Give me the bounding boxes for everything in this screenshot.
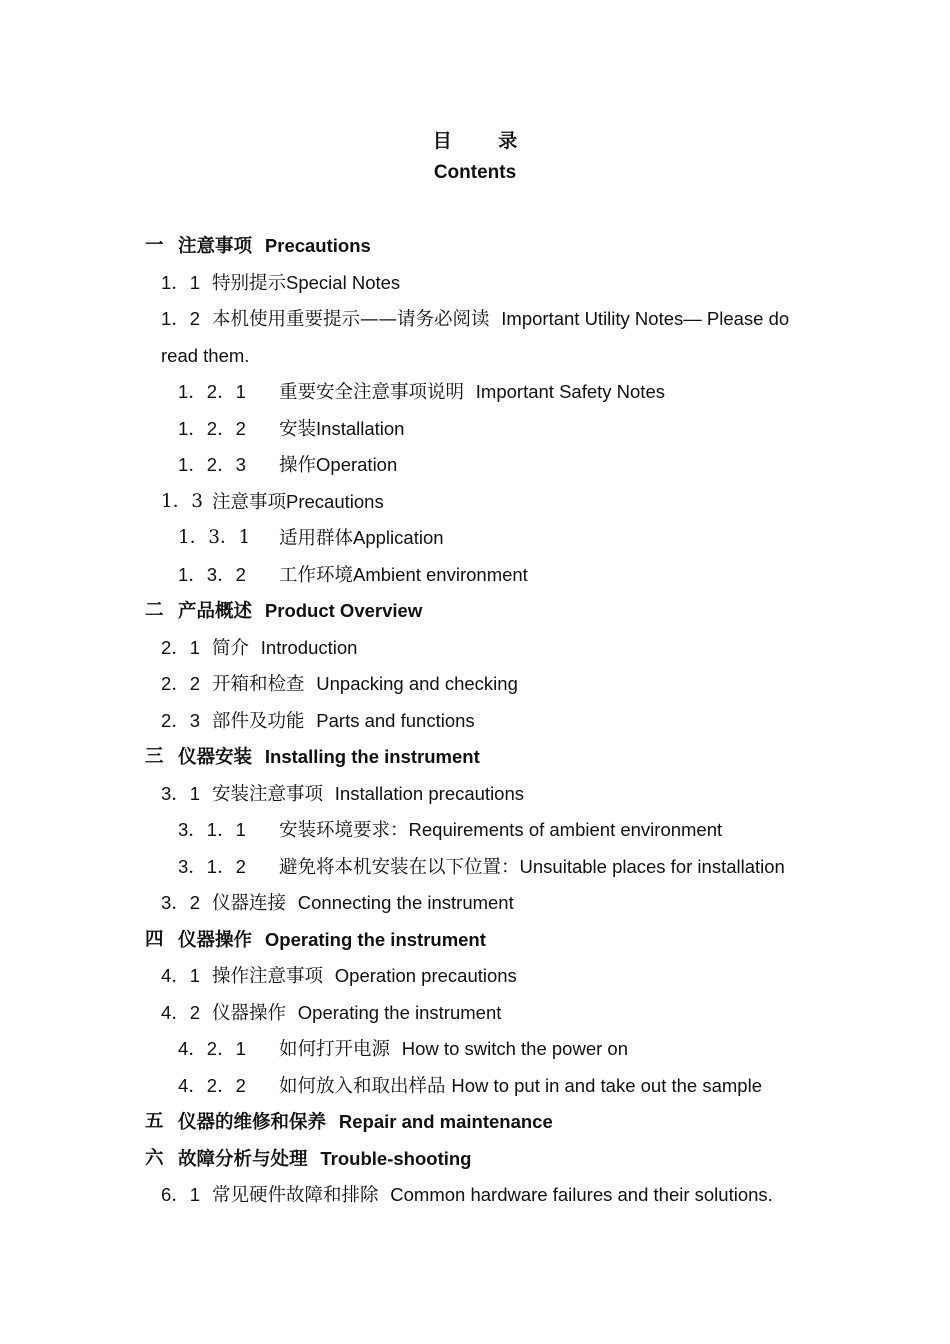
toc-title-en: Application <box>353 527 444 548</box>
toc-section-4-1 <box>0 958 950 995</box>
toc-title-zh: 安装Installation <box>279 411 404 449</box>
toc-section-2-1 <box>0 630 950 667</box>
toc-section-1-2 <box>0 301 950 338</box>
toc-title-zh: 仪器操作 Operating the instrument <box>178 922 486 960</box>
toc-number: 1．3．2 <box>178 563 246 585</box>
toc-number: 4．2 <box>161 1001 201 1023</box>
toc-chapter-1 <box>0 228 950 265</box>
toc-title-zh: 仪器连接 Connecting the instrument <box>212 885 514 923</box>
page-title-zh: 目 录 <box>432 130 538 152</box>
toc-number: 五 <box>145 1111 164 1132</box>
toc-title-en: Installation precautions <box>334 782 525 804</box>
toc-section-1-1 <box>0 265 950 302</box>
toc-subsection-3-1-1 <box>0 812 950 849</box>
toc-section-1-3 <box>0 484 950 521</box>
toc-title-en: Operation precautions <box>334 965 517 986</box>
toc-section-3-1 <box>0 776 950 813</box>
toc-number: 1．2．2 <box>178 417 246 439</box>
toc-title-en: Important Safety Notes <box>475 381 665 402</box>
toc-number: 二 <box>145 600 164 621</box>
toc-number: 4．1 <box>161 965 201 986</box>
toc-number: 4．2．1 <box>178 1038 246 1059</box>
toc-number: 1．1 <box>161 271 201 293</box>
toc-subsection-1-2-1 <box>0 374 950 411</box>
toc-title-zh: 适用群体Application <box>279 520 444 558</box>
toc-title-zh: 部件及功能 Parts and functions <box>212 703 475 741</box>
toc-section-3-2 <box>0 885 950 922</box>
toc-number: 3．1 <box>161 782 201 804</box>
toc-title-en: Ambient environment <box>353 563 528 585</box>
toc-title-en: How to put in and take out the sample <box>451 1074 762 1096</box>
toc-number: 1．2 <box>161 308 201 329</box>
toc-title-en: Installing the instrument <box>264 746 480 767</box>
toc-title-zh: 产品概述 Product Overview <box>178 593 422 631</box>
toc-title-zh: 操作Operation <box>279 447 397 485</box>
toc-number: 四 <box>145 928 164 950</box>
toc-chapter-3 <box>0 739 950 776</box>
toc-number: 3．1．2 <box>178 855 246 877</box>
toc-title-en: Parts and functions <box>316 709 475 731</box>
toc-title-en: Trouble-shooting <box>320 1147 472 1169</box>
toc-title-zh: 常见硬件故障和排除 Common hardware failures and their solutions. <box>212 1177 773 1215</box>
toc-title-zh: 仪器的维修和保养 Repair and maintenance <box>178 1104 553 1142</box>
toc-chapter-2 <box>0 593 950 630</box>
toc-title-en: Unpacking and checking <box>316 673 518 694</box>
toc-number: 3．2 <box>161 892 201 913</box>
toc-subsection-1-2-2 <box>0 411 950 448</box>
toc-title-zh: 避免将本机安装在以下位置：Unsuitable places for installation <box>279 849 785 887</box>
toc-title-en: How to switch the power on <box>401 1038 628 1059</box>
toc-title-en: Operation <box>316 454 398 475</box>
toc-title-en: Product Overview <box>264 600 423 621</box>
toc-title-zh: 注意事项Precautions <box>212 484 384 522</box>
toc-title-en: Operating the instrument <box>297 1001 502 1023</box>
toc-number: 1．3．1 <box>178 527 251 548</box>
toc-number: 2．1 <box>161 636 201 658</box>
toc-number: 2．2 <box>161 673 201 694</box>
toc-title-zh: 安装环境要求：Requirements of ambient environment <box>279 812 722 850</box>
toc-title-zh: 操作注意事项 Operation precautions <box>212 958 517 996</box>
toc-title-zh: 开箱和检查 Unpacking and checking <box>212 666 518 704</box>
table-of-contents <box>0 228 950 1214</box>
toc-title-en: Installation <box>316 417 405 439</box>
toc-title-en: Introduction <box>260 636 358 658</box>
toc-title-zh: 重要安全注意事项说明 Important Safety Notes <box>279 374 665 412</box>
toc-subsection-3-1-2 <box>0 849 950 886</box>
toc-number: 3．1．1 <box>178 819 246 840</box>
toc-subsection-1-2-3 <box>0 447 950 484</box>
toc-number: 2．3 <box>161 709 201 731</box>
toc-chapter-5 <box>0 1104 950 1141</box>
toc-title-zh: 如何放入和取出样品 How to put in and take out the sample <box>279 1068 762 1106</box>
toc-section-2-2 <box>0 666 950 703</box>
toc-title-en: Special Notes <box>286 271 401 293</box>
toc-title-en: Precautions <box>286 490 384 512</box>
toc-number: 三 <box>145 746 164 767</box>
toc-title-zh: 安装注意事项 Installation precautions <box>212 776 524 814</box>
toc-subsection-4-2-2 <box>0 1068 950 1105</box>
toc-number: 一 <box>145 235 164 256</box>
toc-title-zh: 仪器安装 Installing the instrument <box>178 739 480 777</box>
toc-title-zh: 如何打开电源 How to switch the power on <box>279 1031 628 1069</box>
toc-title-zh: 简介 Introduction <box>212 630 357 668</box>
toc-title-zh: 本机使用重要提示——请务必阅读 Important Utility Notes— Please do <box>212 301 789 339</box>
toc-number: 1．2．1 <box>178 381 246 402</box>
page-title-en: Contents <box>433 162 517 183</box>
toc-continuation <box>0 338 950 375</box>
toc-number: 1．3 <box>161 490 204 512</box>
toc-title-en: Precautions <box>264 235 371 256</box>
toc-title-en: Requirements of ambient environment <box>408 819 723 840</box>
toc-title-en: Important Utility Notes— Please do <box>501 308 790 329</box>
toc-section-6-1 <box>0 1177 950 1214</box>
toc-number: 1．2．3 <box>178 454 246 475</box>
toc-title-zh: 特别提示Special Notes <box>212 265 400 303</box>
toc-title-en-continued: read them. <box>161 344 250 366</box>
toc-section-4-2 <box>0 995 950 1032</box>
toc-chapter-6 <box>0 1141 950 1178</box>
toc-title-en: Unsuitable places for installation <box>519 855 785 877</box>
toc-title-en: Operating the instrument <box>264 928 486 950</box>
toc-number: 6．1 <box>161 1184 201 1205</box>
toc-chapter-4 <box>0 922 950 959</box>
toc-title-en: Repair and maintenance <box>338 1111 553 1132</box>
toc-number: 六 <box>145 1147 164 1169</box>
toc-title-zh: 工作环境Ambient environment <box>279 557 528 595</box>
toc-subsection-1-3-1 <box>0 520 950 557</box>
toc-subsection-1-3-2 <box>0 557 950 594</box>
toc-section-2-3 <box>0 703 950 740</box>
toc-number: 4．2．2 <box>178 1074 246 1096</box>
toc-title-en: Common hardware failures and their solutions. <box>390 1184 773 1205</box>
toc-subsection-4-2-1 <box>0 1031 950 1068</box>
toc-title-en: Connecting the instrument <box>297 892 514 913</box>
toc-title-zh: 故障分析与处理 Trouble-shooting <box>178 1141 471 1179</box>
toc-title-zh: 仪器操作 Operating the instrument <box>212 995 501 1033</box>
toc-title-zh: 注意事项 Precautions <box>178 228 371 266</box>
